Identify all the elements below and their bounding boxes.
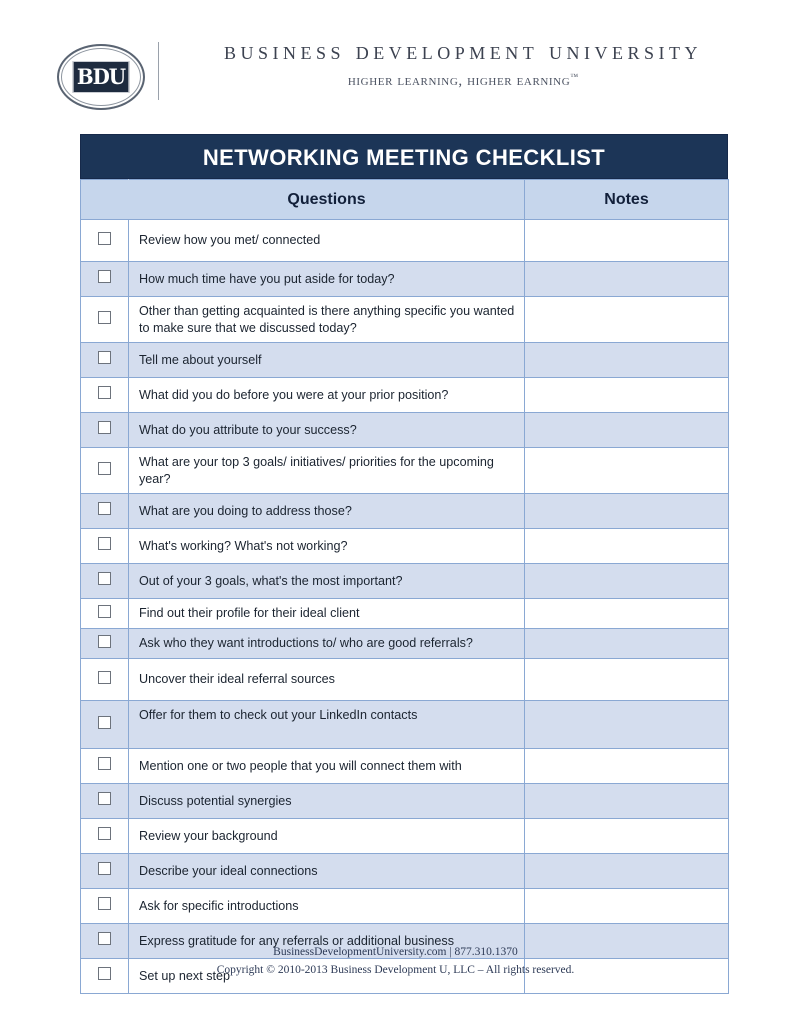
checkbox-icon[interactable] xyxy=(98,421,111,434)
checkbox-icon[interactable] xyxy=(98,897,111,910)
organization-name: business development university xyxy=(223,38,702,65)
column-header-checkbox xyxy=(81,180,129,220)
organization-tagline xyxy=(348,72,578,90)
table-row xyxy=(81,629,729,659)
notes-cell[interactable] xyxy=(525,378,729,413)
notes-cell[interactable] xyxy=(525,854,729,889)
tagline-text: higher learning, higher earning xyxy=(347,72,571,89)
footer-contact: BusinessDevelopmentUniversity.com | 877.310.1370 xyxy=(273,946,518,958)
checkbox-icon[interactable] xyxy=(98,862,111,875)
notes-cell[interactable] xyxy=(525,343,729,378)
checklist-checkbox-cell[interactable] xyxy=(81,297,129,343)
question-cell: Express gratitude for any referrals or additional business xyxy=(129,924,525,959)
question-cell: Offer for them to check out your LinkedIn contacts xyxy=(129,701,525,749)
checklist-checkbox-cell[interactable] xyxy=(81,343,129,378)
table-row xyxy=(81,343,729,378)
table-head xyxy=(81,180,729,220)
checklist-checkbox-cell[interactable] xyxy=(81,749,129,784)
checklist-checkbox-cell[interactable] xyxy=(81,599,129,629)
checkbox-icon[interactable] xyxy=(98,716,111,729)
notes-cell[interactable] xyxy=(525,220,729,262)
question-cell: Mention one or two people that you will connect them with xyxy=(129,749,525,784)
question-cell: What do you attribute to your success? xyxy=(129,413,525,448)
checklist-checkbox-cell[interactable] xyxy=(81,819,129,854)
question-cell: How much time have you put aside for today? xyxy=(129,262,525,297)
bdu-logo xyxy=(46,38,156,116)
question-cell: Discuss potential synergies xyxy=(129,784,525,819)
checklist-checkbox-cell[interactable] xyxy=(81,378,129,413)
checkbox-icon[interactable] xyxy=(98,572,111,585)
table-row xyxy=(81,749,729,784)
checklist-checkbox-cell[interactable] xyxy=(81,889,129,924)
checklist-container xyxy=(80,134,728,994)
notes-cell[interactable] xyxy=(525,701,729,749)
notes-cell[interactable] xyxy=(525,448,729,494)
question-cell: Review how you met/ connected xyxy=(129,220,525,262)
checkbox-icon[interactable] xyxy=(98,351,111,364)
table-header-row xyxy=(81,180,729,220)
checklist-checkbox-cell[interactable] xyxy=(81,784,129,819)
table-body xyxy=(81,220,729,994)
checklist-checkbox-cell[interactable] xyxy=(81,629,129,659)
letterhead-text xyxy=(159,38,791,90)
question-cell: Describe your ideal connections xyxy=(129,854,525,889)
notes-cell[interactable] xyxy=(525,297,729,343)
checkbox-icon[interactable] xyxy=(98,270,111,283)
checkbox-icon[interactable] xyxy=(98,462,111,475)
table-row xyxy=(81,659,729,701)
table-row xyxy=(81,220,729,262)
notes-cell[interactable] xyxy=(525,599,729,629)
notes-cell[interactable] xyxy=(525,819,729,854)
question-cell: Ask who they want introductions to/ who are good referrals? xyxy=(129,629,525,659)
checkbox-icon[interactable] xyxy=(98,605,111,618)
checklist-checkbox-cell[interactable] xyxy=(81,701,129,749)
notes-cell[interactable] xyxy=(525,889,729,924)
table-row xyxy=(81,564,729,599)
question-cell: Find out their profile for their ideal client xyxy=(129,599,525,629)
question-cell: Out of your 3 goals, what's the most important? xyxy=(129,564,525,599)
page-title: NETWORKING MEETING CHECKLIST xyxy=(80,134,728,179)
notes-cell[interactable] xyxy=(525,564,729,599)
question-cell: What did you do before you were at your prior position? xyxy=(129,378,525,413)
notes-cell[interactable] xyxy=(525,413,729,448)
checkbox-icon[interactable] xyxy=(98,502,111,515)
notes-cell[interactable] xyxy=(525,749,729,784)
table-row xyxy=(81,494,729,529)
page-footer xyxy=(0,944,791,980)
question-cell: Review your background xyxy=(129,819,525,854)
table-row xyxy=(81,784,729,819)
logo-oval-ring xyxy=(57,44,145,110)
question-cell: Ask for specific introductions xyxy=(129,889,525,924)
table-row xyxy=(81,889,729,924)
table-row xyxy=(81,701,729,749)
notes-cell[interactable] xyxy=(525,529,729,564)
letterhead xyxy=(0,38,791,124)
checklist-checkbox-cell[interactable] xyxy=(81,220,129,262)
checkbox-icon[interactable] xyxy=(98,757,111,770)
question-cell: Other than getting acquainted is there anything specific you wanted to make sure that we discussed today? xyxy=(129,297,525,343)
table-row xyxy=(81,297,729,343)
notes-cell[interactable] xyxy=(525,494,729,529)
checklist-table xyxy=(80,179,729,994)
table-row xyxy=(81,599,729,629)
checklist-checkbox-cell[interactable] xyxy=(81,262,129,297)
footer-copyright: Copyright © 2010-2013 Business Development U, LLC – All rights reserved. xyxy=(216,963,575,976)
checklist-checkbox-cell[interactable] xyxy=(81,564,129,599)
logo-badge-text: BDU xyxy=(73,61,130,93)
table-row xyxy=(81,413,729,448)
question-cell: Uncover their ideal referral sources xyxy=(129,659,525,701)
question-cell: What's working? What's not working? xyxy=(129,529,525,564)
table-row xyxy=(81,262,729,297)
trademark-icon: ™ xyxy=(570,71,579,81)
question-cell: Tell me about yourself xyxy=(129,343,525,378)
checkbox-icon[interactable] xyxy=(98,386,111,399)
notes-cell[interactable] xyxy=(525,659,729,701)
notes-cell[interactable] xyxy=(525,784,729,819)
column-header-questions: Questions xyxy=(129,180,525,220)
checklist-checkbox-cell[interactable] xyxy=(81,494,129,529)
question-cell: What are you doing to address those? xyxy=(129,494,525,529)
question-cell: Set up next step xyxy=(129,959,525,994)
checklist-checkbox-cell[interactable] xyxy=(81,854,129,889)
checkbox-icon[interactable] xyxy=(98,635,111,648)
table-row xyxy=(81,378,729,413)
checkbox-icon[interactable] xyxy=(98,792,111,805)
checkbox-icon[interactable] xyxy=(98,537,111,550)
checklist-checkbox-cell[interactable] xyxy=(81,413,129,448)
checklist-checkbox-cell[interactable] xyxy=(81,659,129,701)
checkbox-icon[interactable] xyxy=(98,827,111,840)
checklist-checkbox-cell[interactable] xyxy=(81,529,129,564)
checkbox-icon[interactable] xyxy=(98,671,111,684)
checkbox-icon[interactable] xyxy=(98,311,111,324)
checkbox-icon[interactable] xyxy=(98,232,111,245)
question-cell: What are your top 3 goals/ initiatives/ priorities for the upcoming year? xyxy=(129,448,525,494)
column-header-notes: Notes xyxy=(525,180,729,220)
table-row xyxy=(81,529,729,564)
notes-cell[interactable] xyxy=(525,262,729,297)
checklist-checkbox-cell[interactable] xyxy=(81,448,129,494)
table-row xyxy=(81,854,729,889)
table-row xyxy=(81,448,729,494)
notes-cell[interactable] xyxy=(525,629,729,659)
table-row xyxy=(81,819,729,854)
